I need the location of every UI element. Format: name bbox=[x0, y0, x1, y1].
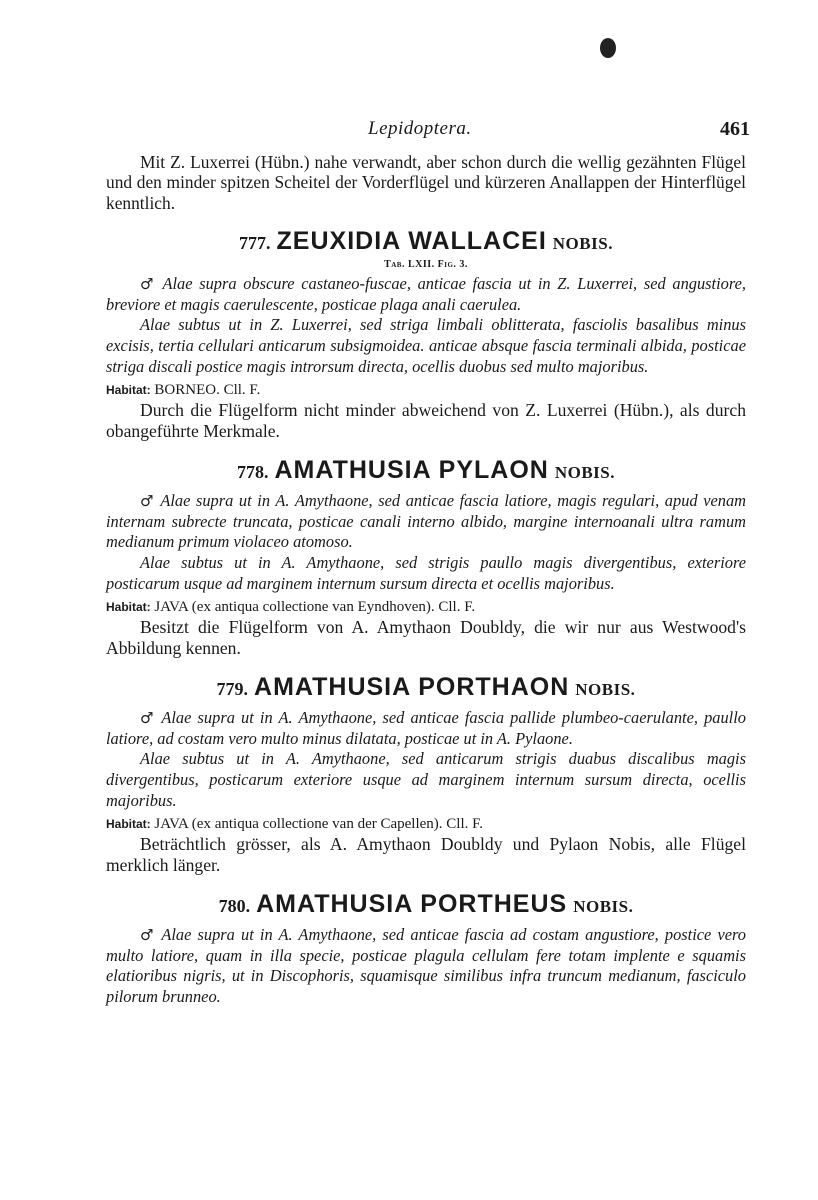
intro-paragraph: Mit Z. Luxerrei (Hübn.) nahe verwandt, aber schon durch die wellig gezähnten Flügel und den minder spitzen Scheitel der Vorderflügel und kürzeren Anallappen der Hinterflügel kenntlich. bbox=[106, 152, 746, 213]
species-name: AMATHUSIA PYLAON bbox=[274, 456, 549, 485]
page-number: 461 bbox=[720, 118, 750, 140]
species-heading bbox=[106, 673, 746, 704]
male-sign-icon: ♂ bbox=[140, 709, 156, 728]
habitat-label: Habitat: bbox=[106, 817, 151, 832]
latin-description-underside: Alae subtus ut in A. Amythaone, sed anticarum strigis duabus discalibus magis divergentibus, posticarum exteriore usque ad marginem internum sursum directa, ocellis majoribus. bbox=[106, 749, 746, 810]
species-heading bbox=[106, 227, 746, 258]
species-name: AMATHUSIA PORTHEUS bbox=[256, 890, 568, 919]
species-author: NOBIS. bbox=[552, 234, 613, 254]
species-name: ZEUXIDIA WALLACEI bbox=[276, 227, 547, 256]
habitat-value: JAVA (ex antiqua collectione van Eyndhoven). Cll. F. bbox=[154, 599, 476, 616]
male-sign-icon: ♂ bbox=[140, 926, 156, 945]
latin-description-upperside bbox=[106, 708, 746, 749]
habitat-label: Habitat: bbox=[106, 383, 151, 398]
habitat-value: JAVA (ex antiqua collectione van der Capellen). Cll. F. bbox=[154, 816, 484, 833]
species-number: 779. bbox=[216, 679, 249, 700]
running-header bbox=[100, 118, 750, 148]
species-entry-780 bbox=[106, 890, 746, 1007]
latin-description-upperside bbox=[106, 491, 746, 553]
habitat-value: BORNEO. Cll. F. bbox=[154, 382, 261, 399]
species-entry-778 bbox=[106, 456, 746, 659]
latin-text: Alae supra ut in A. Amythaone, sed anticae fascia ad costam angustiore, postice vero multo latiore, quam in illa specie, posticae plagula cellulam fere totam implente e squamis elatioribus nigris, ut in Discophoris, squamisque similibus infra truncum medianum, fasciculo pilorum brunneo. bbox=[106, 925, 746, 1006]
species-author: NOBIS. bbox=[573, 897, 634, 917]
species-number: 780. bbox=[218, 896, 251, 917]
habitat-line bbox=[106, 380, 746, 400]
species-author: NOBIS. bbox=[554, 463, 615, 483]
latin-text: Alae supra obscure castaneo-fuscae, anticae fascia ut in Z. Luxerrei, sed angustiore, breviore et magis caerulescente, posticae plaga anali caerulea. bbox=[106, 274, 746, 314]
latin-text: Alae supra ut in A. Amythaone, sed anticae fascia latiore, magis regulari, apud venam internam subrecte truncata, posticae canali interno albido, margine internoanali ultra ramum medianum primum violaceo atomoso. bbox=[106, 491, 746, 552]
male-sign-icon: ♂ bbox=[140, 275, 157, 294]
latin-description-underside: Alae subtus ut in Z. Luxerrei, sed striga limbali oblitterata, fasciolis basalibus minus excisis, tertia cellulari anticarum subsigmoidea. anticae absque fascia terminali albida, posticae striga discali postice magis introrsum directa, ocellis duobus sed multo majoribus. bbox=[106, 315, 746, 376]
species-heading bbox=[106, 456, 746, 487]
species-number: 777. bbox=[239, 233, 271, 254]
species-heading bbox=[106, 890, 746, 921]
habitat-label: Habitat: bbox=[106, 600, 151, 615]
male-sign-icon: ♂ bbox=[140, 492, 155, 511]
german-remark: Besitzt die Flügelform von A. Amythaon Doubldy, die wir nur aus Westwood's Abbildung kennen. bbox=[106, 617, 746, 659]
plate-reference: Tab. LXII. Fig. 3. bbox=[384, 259, 468, 271]
latin-description-underside: Alae subtus ut in A. Amythaone, sed strigis paullo magis divergentibus, exteriore posticarum usque ad marginem internum sursum directa et ocellis majoribus. bbox=[106, 552, 746, 593]
species-number: 778. bbox=[237, 462, 269, 483]
habitat-line bbox=[106, 814, 746, 834]
latin-description-upperside bbox=[106, 274, 746, 315]
species-name: AMATHUSIA PORTHAON bbox=[254, 673, 570, 702]
habitat-line bbox=[106, 597, 746, 617]
species-entry-777 bbox=[106, 227, 746, 442]
latin-text: Alae supra ut in A. Amythaone, sed anticae fascia pallide plumbeo-caerulante, paullo latiore, ad costam vero multo minus dilatata, posticae ut in A. Pylaone. bbox=[106, 708, 746, 748]
german-remark: Beträchtlich grösser, als A. Amythaon Doubldy und Pylaon Nobis, alle Flügel merklich länger. bbox=[106, 834, 746, 876]
german-remark: Durch die Flügelform nicht minder abweichend von Z. Luxerrei (Hübn.), als durch obangeführte Merkmale. bbox=[106, 400, 746, 442]
species-author: NOBIS. bbox=[575, 680, 636, 700]
ink-spot bbox=[600, 38, 616, 58]
page-content bbox=[106, 152, 746, 1008]
running-title: Lepidoptera. bbox=[368, 118, 472, 139]
species-entry-779 bbox=[106, 673, 746, 876]
latin-description-upperside bbox=[106, 925, 746, 1007]
